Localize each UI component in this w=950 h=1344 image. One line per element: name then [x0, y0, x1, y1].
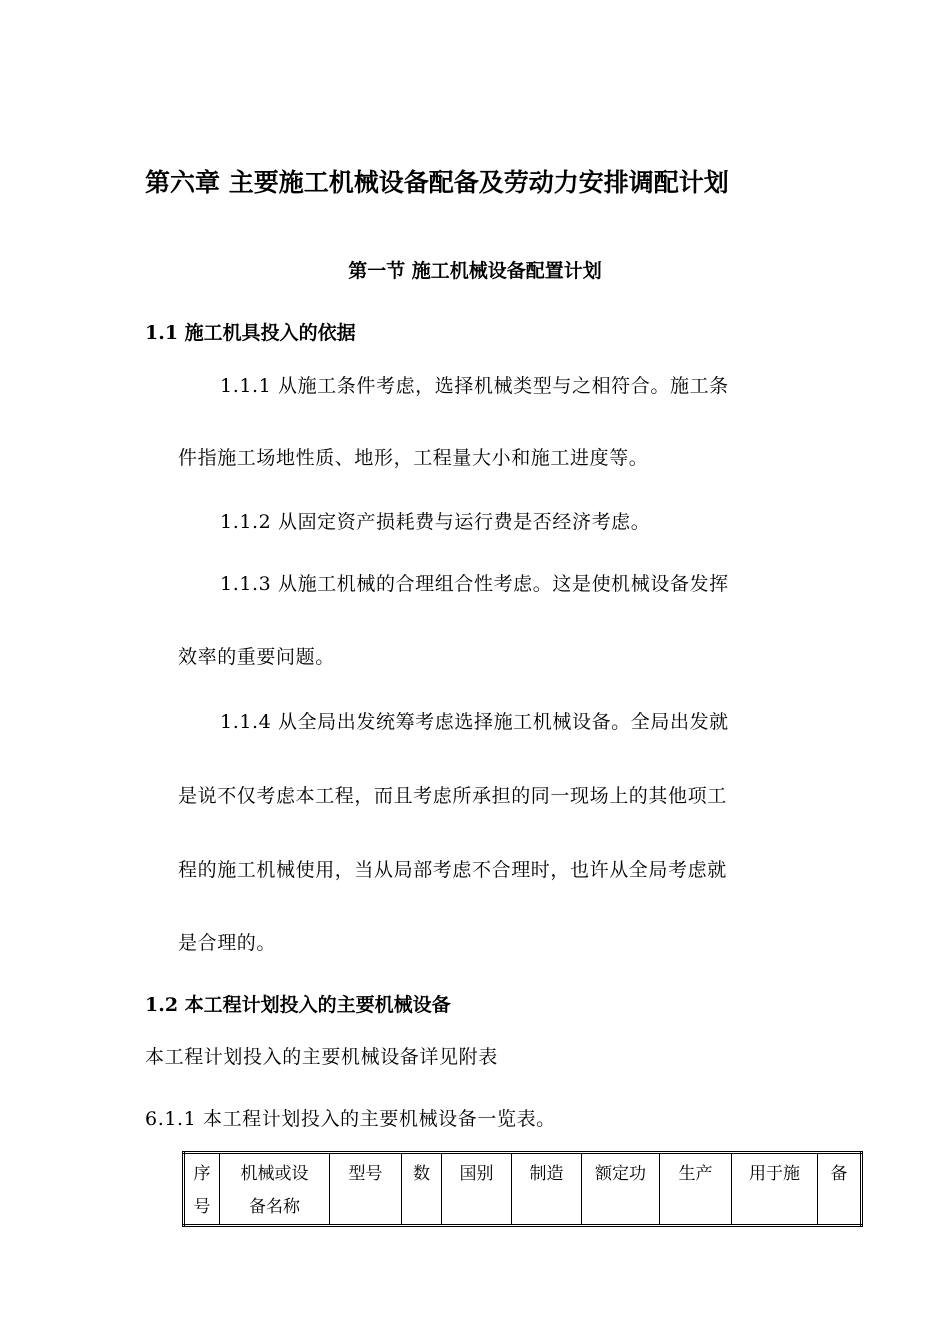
table-header-cell: 序 号: [184, 1153, 220, 1226]
paragraph-6-1-1: 6.1.1 本工程计划投入的主要机械设备一览表。: [145, 1108, 556, 1130]
paragraph-1-1-4-line-3: 程的施工机械使用，当从局部考虑不合理时，也许从全局考虑就: [178, 859, 727, 881]
chapter-title: 第六章 主要施工机械设备配备及劳动力安排调配计划: [145, 168, 729, 197]
table-header-cell: 制造: [512, 1153, 582, 1226]
heading-1-1: 1.1 施工机具投入的依据: [145, 322, 356, 344]
table-header-cell: 生产: [660, 1153, 732, 1226]
paragraph-1-1-4-line-4: 是合理的。: [178, 932, 277, 954]
paragraph-1-1-3-line-2: 效率的重要问题。: [178, 646, 335, 668]
paragraph-1-1-3-line-1: 1.1.3 从施工机械的合理组合性考虑。这是使机械设备发挥: [220, 573, 729, 595]
table-header-cell: 备: [818, 1153, 862, 1226]
heading-1-2: 1.2 本工程计划投入的主要机械设备: [145, 994, 451, 1016]
paragraph-1-2: 本工程计划投入的主要机械设备详见附表: [145, 1046, 498, 1068]
paragraph-1-1-1-line-2: 件指施工场地性质、地形，工程量大小和施工进度等。: [178, 447, 649, 469]
paragraph-1-1-1-line-1: 1.1.1 从施工条件考虑，选择机械类型与之相符合。施工条: [220, 375, 729, 397]
table-header-cell: 数: [402, 1153, 442, 1226]
table-header-cell: 机械或设 备名称: [220, 1153, 330, 1226]
paragraph-1-1-4-line-1: 1.1.4 从全局出发统筹考虑选择施工机械设备。全局出发就: [220, 711, 729, 733]
equipment-table: [182, 1151, 863, 1227]
paragraph-1-1-4-line-2: 是说不仅考虑本工程，而且考虑所承担的同一现场上的其他项工: [178, 785, 727, 807]
table-header-row: [184, 1153, 862, 1226]
table-header-cell: 用于施: [732, 1153, 818, 1226]
table-header-cell: 型号: [330, 1153, 402, 1226]
section-title: 第一节 施工机械设备配置计划: [348, 260, 602, 282]
table-header-cell: 国别: [442, 1153, 512, 1226]
paragraph-1-1-2: 1.1.2 从固定资产损耗费与运行费是否经济考虑。: [220, 511, 651, 533]
table-header-cell: 额定功: [582, 1153, 660, 1226]
